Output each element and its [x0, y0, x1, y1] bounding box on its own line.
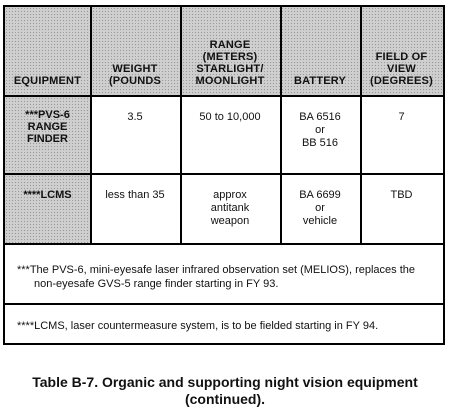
row-2-field-of-view: TBD: [390, 189, 413, 201]
row-1-battery: BA 6516 or BB 516: [299, 111, 341, 149]
column-divider: [360, 7, 362, 245]
night-vision-table: [3, 5, 445, 345]
row-1-weight: 3.5: [127, 111, 143, 123]
column-divider: [280, 7, 282, 245]
row-1-range: 50 to 10,000: [199, 111, 261, 123]
footnote-pvs6: ***The PVS-6, mini-eyesafe laser infrared observation set (MELIOS), replaces the non-eyesafe GVS-5 range finder starting in FY 93.: [17, 264, 416, 290]
row-2-equipment-cell: ****LCMS: [5, 175, 90, 243]
row-1-equipment-cell: ***PVS-6 RANGE FINDER: [5, 97, 90, 173]
header-field-of-view: FIELD OF VIEW (DEGREES): [370, 51, 433, 87]
row-2-battery: BA 6699 or vehicle: [299, 189, 341, 227]
header-weight: WEIGHT (POUNDS: [108, 63, 162, 87]
row-divider: [5, 303, 443, 305]
table-caption: Table B-7. Organic and supporting night vision equipment (continued).: [32, 374, 418, 407]
row-1-field-of-view: 7: [398, 111, 405, 123]
row-divider: [5, 243, 443, 245]
header-battery: BATTERY: [293, 75, 347, 87]
column-divider: [180, 7, 182, 245]
row-2-range: approx antitank weapon: [210, 189, 250, 227]
header-range: RANGE (METERS) STARLIGHT/ MOONLIGHT: [195, 39, 265, 87]
column-divider: [90, 7, 92, 245]
header-equipment: EQUIPMENT: [13, 75, 82, 87]
row-divider: [5, 173, 443, 175]
footnote-lcms: ****LCMS, laser countermeasure system, is to be fielded starting in FY 94.: [17, 320, 379, 332]
row-2-weight: less than 35: [105, 189, 165, 201]
